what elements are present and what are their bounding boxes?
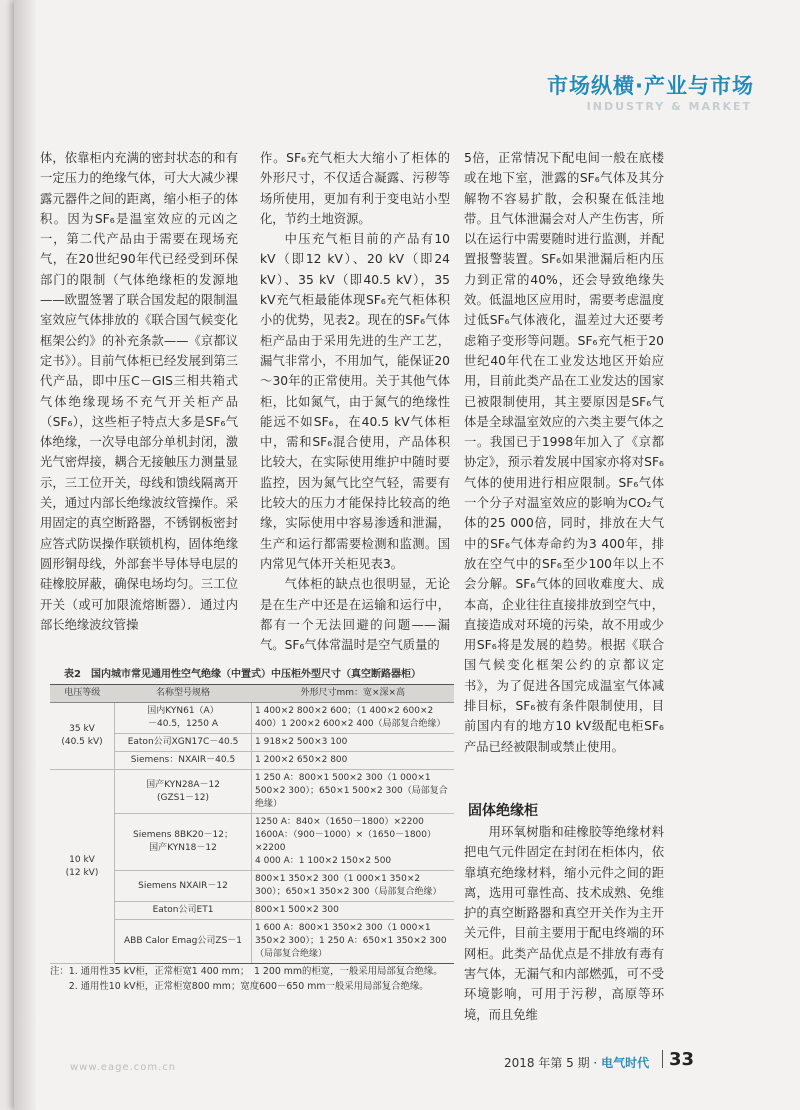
section-header	[484, 70, 754, 120]
magazine-name: 电气时代	[601, 1056, 650, 1070]
footer-divider	[662, 1050, 663, 1068]
dims-cell: 1 200×2 650×2 800	[252, 752, 455, 770]
dims-cell: 800×1 350×2 300（1 000×1 350×2 300）；650×1 350×2 300（局部复合绝缘）	[252, 871, 455, 902]
paragraph: 5倍，正常情况下配电间一般在底楼或在地下室，泄露的SF₆气体及其分解物不容易扩散，会积聚在低洼地带。且气体泄漏会对人产生伤害，所以在运行中需要随时进行监测，并配置报警装置。SF₆如果泄漏后柜内压力到正常的40%，还会导致绝缘失效。低温地区应用时，需要考虑温度过低SF₆气体液化，温差过大还要考虑箱子变形等问题。SF₆充气柜于20世纪40年代在工业发达地区开始应用，目前此类产品在工业发达的国家已被限制使用，其主要原因是SF₆气体是全球温室效应的六类主要气体之一。我国已于1998年加入了《京都协定》，预示着发展中国家亦将对SF₆气体的使用进行相应限制。SF₆气体一个分子对温室效应的影响为CO₂气体的25 000倍，同时，排放在大气中的SF₆气体寿命约为3 400年，排放在空气中的SF₆至少100年以上不会分解。SF₆气体的回收难度大、成本高，企业往往直接排放到空气中，直接造成对环境的污染，故不用或少用SF₆将是发展的趋势。根据《联合国气候变化框架公约的京都议定书》，为了促进各国完成温室气体减排目标，SF₆被有条件限制使用，目前国内有的地方10 kV级配电柜SF₆产品已经被限制或禁止使用。	[464, 151, 664, 754]
paragraph: 体，依靠柜内充满的密封状态的和有一定压力的绝缘气体，可大大减少裸露元器件之间的距离，缩小柜子的体积。因为SF₆是温室效应的元凶之一，第二代产品由于需要在现场充气，在20世纪90年代已经受到环保部门的限制（气体绝缘柜的发源地——欧盟签署了联合国发起的限制温室效应气体排放的《联合国气候变化框架公约》的补充条款——《京都议定书》）。目前气体柜已经发展到第三代产品，即中压C－GIS三相共箱式气体绝缘现场不充气开关柜产品（SF₆），这些柜子特点大多是SF₆气体绝缘，一次导电部分单机封闭，激光气密焊接，耦合无接触压力测量显示，三工位开关，母线和馈线隔离开关，通过内部长绝缘波纹管操作。采用固定的真空断路器，不锈钢板密封应答式防误操作联锁机构，固体绝缘圆形铜母线，外部套半导体导电层的硅橡胶屏蔽，确保电场均匀。三工位开关（或可加限流熔断器）．通过内部长绝缘波纹管操	[40, 151, 238, 632]
voltage-cell: 35 kV (40.5 kV)	[50, 703, 115, 770]
dims-cell: 1 918×2 500×3 100	[252, 734, 455, 752]
table-header-cell: 外形尺寸mm：宽×深×高	[252, 685, 455, 703]
text-column-3-continued	[464, 822, 664, 1025]
table-container	[50, 684, 454, 964]
model-cell: Siemens：NXAIR－40.5	[115, 752, 252, 770]
dimensions-table	[50, 684, 454, 964]
dims-cell: 1 400×2 800×2 600；（1 400×2 600×2 400）1 200×2 600×2 400（局部复合绝缘）	[252, 703, 455, 734]
model-cell: 国产KYN28A－12 (GZS1－12)	[115, 770, 252, 814]
paragraph: 气体柜的缺点也很明显，无论是在生产中还是在运输和运行中，都有一个无法回避的问题——漏气。SF₆气体常温时是空气质量的	[260, 577, 450, 653]
table-caption: 表2 国内城市常见通用性空气绝缘（中置式）中压柜外型尺寸（真空断路器柜）	[64, 669, 421, 680]
dims-cell: 1 250 A：800×1 500×2 300（1 000×1 500×2 300）；650×1 500×2 300（局部复合绝缘）	[252, 770, 455, 814]
model-cell: Siemens 8BK20－12； 国产KYN18－12	[115, 814, 252, 871]
table-header-cell: 名称型号规格	[115, 685, 252, 703]
table-header-row	[50, 685, 454, 703]
table-note: 2. 通用性10 kV柜，正常柜宽800 mm；宽度600－650 mm一般采用局部复合绝缘。	[50, 981, 429, 992]
dims-cell: 1250 A：840×（1650－1800）×2200 1600A：（900－1000）×（1650－1800）×2200 4 000 A：1 100×2 150×2 500	[252, 814, 455, 871]
footer-url: www.eage.com.cn	[70, 1062, 177, 1073]
model-cell: Eaton公司ET1	[115, 902, 252, 920]
paragraph: 作。SF₆充气柜大大缩小了柜体的外形尺寸，不仅适合凝露、污秽等场所使用，更加有利于变电站小型化，节约土地资源。	[260, 151, 450, 226]
model-cell: ABB Calor Emag公司ZS－1	[115, 920, 252, 964]
table-row	[50, 770, 454, 814]
text-column-2	[260, 148, 450, 655]
table-header-cell: 电压等级	[50, 685, 115, 703]
table-note: 注：1. 通用性35 kV柜，正常柜宽1 400 mm； 1 200 mm的柜宽，一般采用局部复合绝缘。	[50, 966, 443, 977]
dims-cell: 800×1 500×2 300	[252, 902, 455, 920]
page-number: 33	[669, 1049, 695, 1070]
table-notes	[50, 964, 460, 994]
text-column-3	[464, 148, 664, 757]
model-cell: Siemens NXAIR－12	[115, 871, 252, 902]
model-cell: Eaton公司XGN17C－40.5	[115, 734, 252, 752]
section-subheading: 固体绝缘柜	[468, 803, 538, 819]
magazine-page	[14, 0, 800, 1110]
section-title: 市场纵横·产业与市场	[547, 74, 754, 98]
voltage-cell: 10 kV (12 kV)	[50, 770, 115, 964]
paragraph: 中压充气柜目前的产品有10 kV（即12 kV）、20 kV（即24 kV）、35 kV（即40.5 kV），35 kV充气柜最能体现SF₆充气柜体积小的优势，见表2。现在的SF₆气体柜产品由于采用先进的生产工艺，漏气非常小，不用加气，能保证20～30年的正常使用。关于其他气体柜，比如氮气，由于氮气的绝缘性能远不如SF₆，在40.5 kV气体柜中，需和SF₆混合使用，产品体积比较大，在实际使用维护中随时要监控，因为氮气比空气轻，需要有比较大的压力才能保持比较高的绝缘，实际使用中容易渗透和泄漏，生产和运行都需要检测和监测。国内常见气体开关柜见表3。	[260, 232, 450, 571]
dims-cell: 1 600 A：800×1 350×2 300（1 000×1 350×2 300）；1 250 A：650×1 350×2 300（局部复合绝缘）	[252, 920, 455, 964]
issue-label: 2018 年第 5 期 ·	[504, 1056, 602, 1070]
footer-issue	[504, 1054, 649, 1071]
section-subtitle: INDUSTRY & MARKET	[586, 100, 752, 113]
model-cell: 国内KYN61（A） －40.5，1250 A	[115, 703, 252, 734]
table-row	[50, 703, 454, 734]
text-column-1	[40, 148, 238, 635]
page-spine-shadow	[14, 0, 36, 1110]
paragraph: 用环氧树脂和硅橡胶等绝缘材料把电气元件固定在封闭在柜体内，依靠填充绝缘材料，缩小元件之间的距离，选用可靠性高、技术成熟、免维护的真空断路器和真空开关作为主开关元件，目前主要用于配电终端的环网柜。此类产品优点是不排放有毒有害气体，无漏气和内部燃弧，可不受环境影响，可用于污秽，高原等环境，而且免维	[464, 825, 664, 1022]
